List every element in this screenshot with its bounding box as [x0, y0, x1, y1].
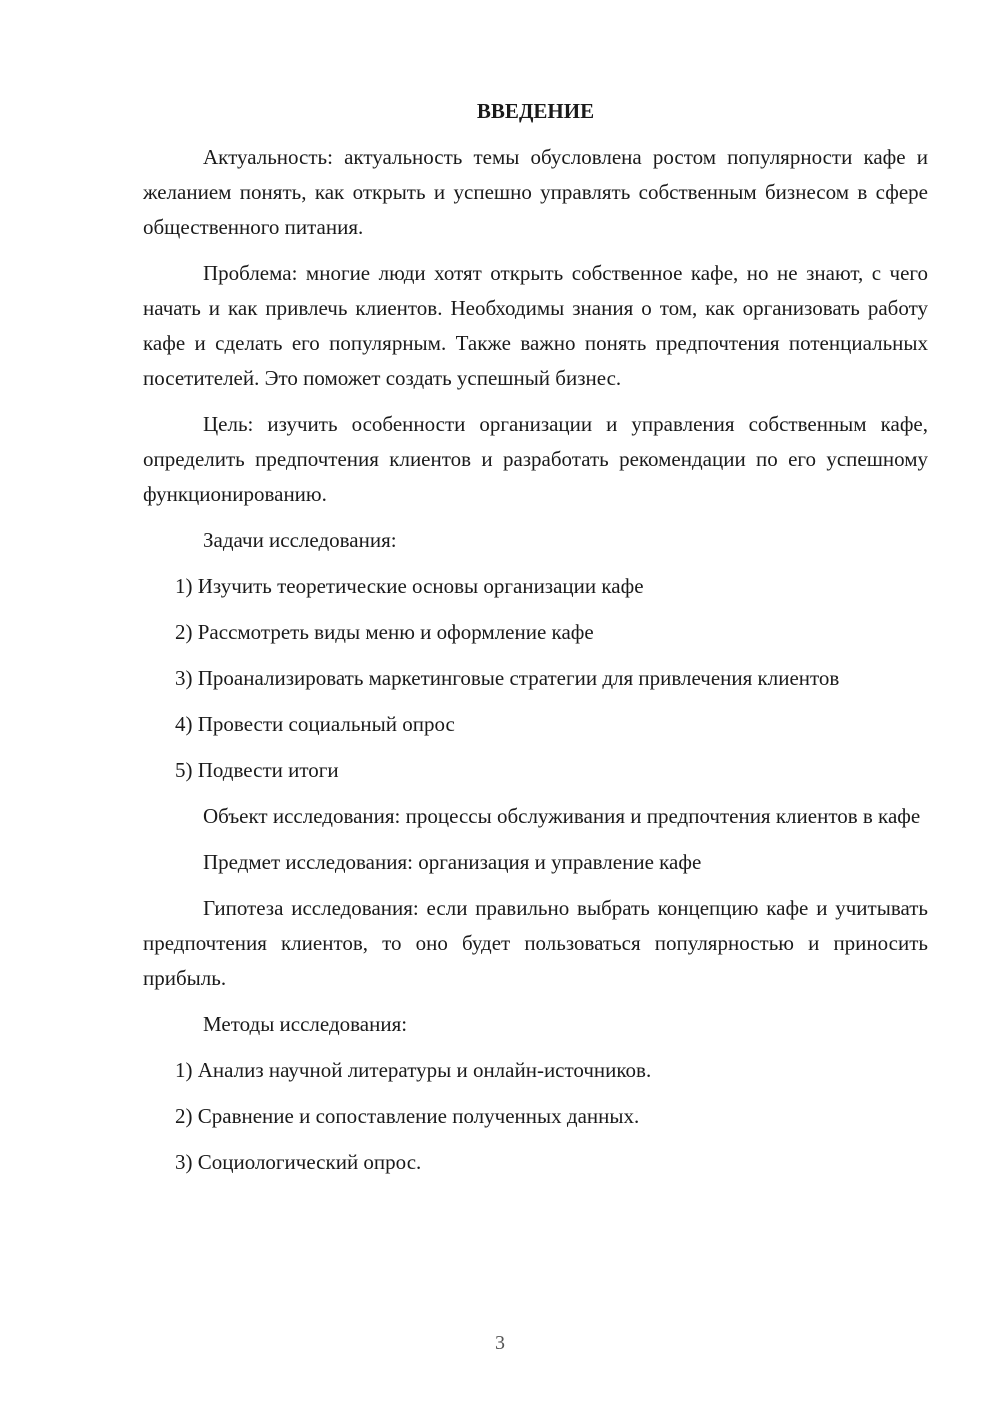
tasks-list — [143, 569, 928, 788]
list-item: 5) Подвести итоги — [175, 758, 339, 782]
tasks-heading: Задачи исследования: — [203, 528, 397, 552]
paragraph-hypothesis: Гипотеза исследования: если правильно выбрать концепцию кафе и учитывать предпочтения клиентов, то оно будет пользоваться популярностью и приносить прибыль. — [143, 896, 928, 990]
paragraph-goal: Цель: изучить особенности организации и управления собственным кафе, определить предпочтения клиентов и разработать рекомендации по его успешному функционированию. — [143, 412, 928, 506]
list-item: 1) Анализ научной литературы и онлайн-источников. — [175, 1058, 652, 1082]
document-body — [143, 96, 928, 1191]
list-item: 1) Изучить теоретические основы организации кафе — [175, 574, 644, 598]
methods-list — [143, 1053, 928, 1180]
page-number: 3 — [495, 1332, 505, 1354]
list-item: 3) Проанализировать маркетинговые стратегии для привлечения клиентов — [175, 666, 840, 690]
paragraph-subject: Предмет исследования: организация и управление кафе — [203, 850, 702, 874]
page-title: ВВЕДЕНИЕ — [476, 99, 595, 123]
paragraph-relevance: Актуальность: актуальность темы обусловлена ростом популярности кафе и желанием понять, как открыть и успешно управлять собственным бизнесом в сфере общественного питания. — [143, 145, 928, 239]
paragraph-problem: Проблема: многие люди хотят открыть собственное кафе, но не знают, с чего начать и как привлечь клиентов. Необходимы знания о том, как организовать работу кафе и сделать его популярным. Также важно понять предпочтения потенциальных посетителей. Это поможет создать успешный бизнес. — [143, 261, 928, 390]
list-item: 3) Социологический опрос. — [175, 1150, 422, 1174]
list-item: 2) Сравнение и сопоставление полученных данных. — [175, 1104, 640, 1128]
list-item: 4) Провести социальный опрос — [175, 712, 455, 736]
paragraph-object: Объект исследования: процессы обслуживания и предпочтения клиентов в кафе — [203, 804, 921, 828]
methods-heading: Методы исследования: — [203, 1012, 408, 1036]
list-item: 2) Рассмотреть виды меню и оформление кафе — [175, 620, 594, 644]
